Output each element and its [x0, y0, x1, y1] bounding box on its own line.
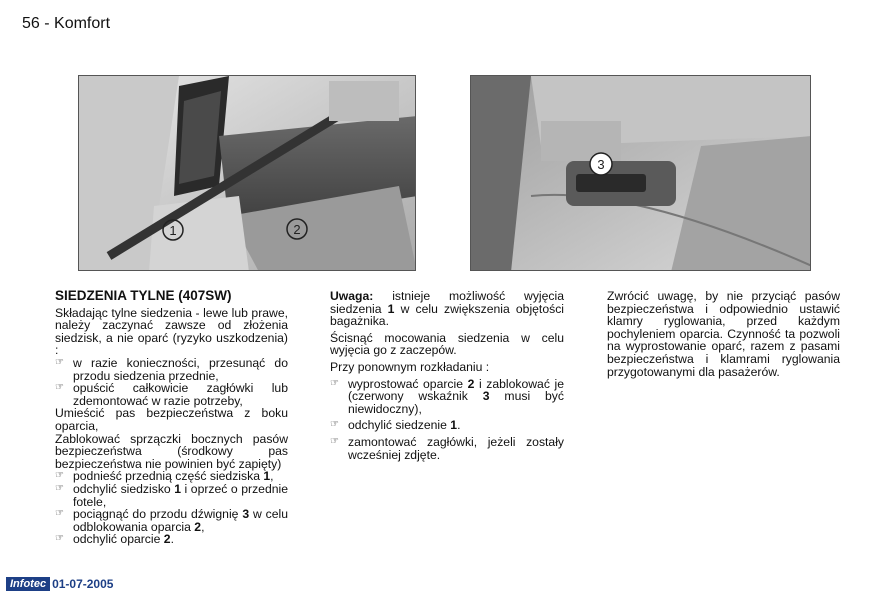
- section-title: SIEDZENIA TYLNE (407SW): [55, 288, 232, 303]
- pointing-hand-icon: ☞: [55, 470, 64, 482]
- infotec-logo: Infotec: [6, 577, 50, 591]
- note-paragraph: Uwaga: istnieje możliwość wyjęcia siedzenia 1 w celu zwiększenia objętości bagażnika.: [330, 289, 564, 329]
- list-item: ☞ odchylić siedzenie 1.: [330, 418, 461, 433]
- list-item: ☞ pociągnąć do przodu dźwignię 3 w celu odblokowania oparcia 2,: [55, 507, 288, 534]
- pointing-hand-icon: ☞: [55, 356, 64, 368]
- list-item: ☞ opuścić całkowicie zagłówki lub zdemontować w razie potrzeby,: [55, 381, 288, 408]
- rear-seat-folding-photo: [78, 75, 416, 271]
- list-item: ☞ podnieść przednią część siedziska 1,: [55, 469, 274, 484]
- warning-paragraph: Zwrócić uwagę, by nie przyciąć pasów bezpieczeństwa i odpowiednio ustawić klamry ryglowania, przed każdym pochyleniem oparcia. Czynność ta pozwoli na wyprostowanie oparć, razem z pasami bezpieczeństwa i klamrami ryglowania przygotowanymi dla pasażerów.: [607, 289, 840, 379]
- belt-paragraph: Umieścić pas bezpieczeństwa z boku oparcia,: [55, 406, 288, 433]
- svg-text:2: 2: [293, 222, 301, 237]
- column-rear-seats: [55, 290, 288, 546]
- pointing-hand-icon: ☞: [55, 508, 64, 520]
- column-removal: [330, 290, 564, 465]
- svg-text:3: 3: [597, 157, 605, 172]
- seat-release-lever-photo: [470, 75, 811, 271]
- intro-paragraph: Składając tylne siedzenia - lewe lub prawe, należy zaczynać zawsze od złożenia siedzisk, a nie oparć (ryzyko uszkodzenia) :: [55, 305, 288, 358]
- pointing-hand-icon: ☞: [330, 435, 339, 447]
- buckle-paragraph: Zablokować sprzączki bocznych pasów bezpieczeństwa (środkowy pas bezpieczeństwa nie powinien być zapięty): [55, 431, 288, 471]
- pointing-hand-icon: ☞: [55, 533, 64, 545]
- svg-text:1: 1: [169, 223, 177, 238]
- list-item: ☞ wyprostować oparcie 2 i zablokować je (czerwony wskaźnik 3 musi być niewidoczny),: [330, 376, 564, 416]
- callout-3: [590, 153, 612, 175]
- column-warning: [607, 290, 840, 378]
- page-title: 56 - Komfort: [22, 15, 111, 32]
- footer: [6, 577, 113, 591]
- footer-date: 01-07-2005: [52, 577, 114, 591]
- reinstall-paragraph: Przy ponownym rozkładaniu :: [330, 359, 490, 374]
- list-item: ☞ w razie konieczności, przesunąć do przodu siedzenia przednie,: [55, 355, 288, 383]
- pointing-hand-icon: ☞: [55, 382, 64, 394]
- pointing-hand-icon: ☞: [55, 482, 64, 494]
- list-item: ☞ odchylić siedzisko 1 i oprzeć o przednie fotele,: [55, 481, 288, 509]
- pointing-hand-icon: ☞: [330, 377, 339, 389]
- pointing-hand-icon: ☞: [330, 419, 339, 431]
- list-item: ☞ zamontować zagłówki, jeżeli zostały wcześniej zdjęte.: [330, 434, 564, 462]
- removal-paragraph: Ścisnąć mocowania siedzenia w celu wyjęcia go z zaczepów.: [330, 330, 564, 358]
- list-item: ☞ odchylić oparcie 2.: [55, 532, 174, 547]
